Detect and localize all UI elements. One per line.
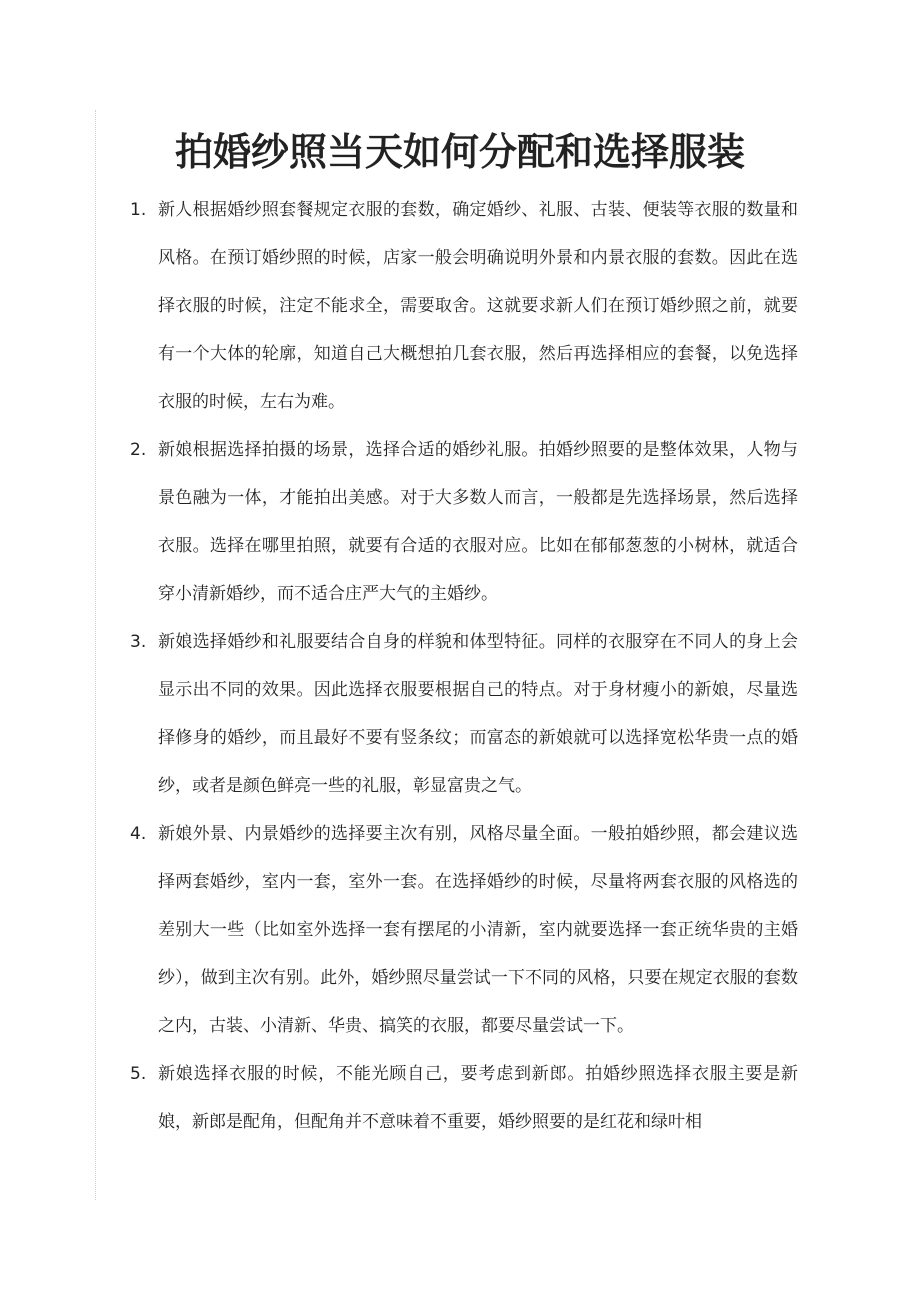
document-title: 拍婚纱照当天如何分配和选择服装 (174, 130, 745, 174)
list-item-text: 新娘外景、内景婚纱的选择要主次有别，风格尽量全面。一般拍婚纱照，都会建议选择两套婚纱，室内一套，室外一套。在选择婚纱的时候，尽量将两套衣服的风格选的差别大一些（比如室外选择一套有摆尾的小清新，室内就要选择一套正统华贵的主婚纱），做到主次有别。此外，婚纱照尽量尝试一下不同的风格，只要在规定衣服的套数之内，古装、小清新、华贵、搞笑的衣服，都要尽量尝试一下。 (158, 824, 798, 1036)
list-item-number: 5. (130, 1064, 147, 1084)
list-item (0, 186, 920, 426)
list-item (0, 426, 920, 618)
list-item-text: 新娘选择婚纱和礼服要结合自身的样貌和体型特征。同样的衣服穿在不同人的身上会显示出不同的效果。因此选择衣服要根据自己的特点。对于身材瘦小的新娘，尽量选择修身的婚纱，而且最好不要有竖条纹；而富态的新娘就可以选择宽松华贵一点的婚纱，或者是颜色鲜亮一些的礼服，彰显富贵之气。 (158, 632, 798, 796)
list-item (0, 810, 920, 1050)
list-item-text: 新娘选择衣服的时候，不能光顾自己，要考虑到新郎。拍婚纱照选择衣服主要是新娘，新郎是配角，但配角并不意味着不重要，婚纱照要的是红花和绿叶相 (158, 1064, 798, 1132)
list-item (0, 618, 920, 810)
list-item-text: 新娘根据选择拍摄的场景，选择合适的婚纱礼服。拍婚纱照要的是整体效果，人物与景色融为一体，才能拍出美感。对于大多数人而言，一般都是先选择场景，然后选择衣服。选择在哪里拍照，就要有合适的衣服对应。比如在郁郁葱葱的小树林，就适合穿小清新婚纱，而不适合庄严大气的主婚纱。 (158, 440, 798, 604)
list-item (0, 1050, 920, 1146)
list-item-number: 3. (130, 632, 147, 652)
list-item-text: 新人根据婚纱照套餐规定衣服的套数，确定婚纱、礼服、古装、便装等衣服的数量和风格。在预订婚纱照的时候，店家一般会明确说明外景和内景衣服的套数。因此在选择衣服的时候，注定不能求全，需要取舍。这就要求新人们在预订婚纱照之前，就要有一个大体的轮廓，知道自己大概想拍几套衣服，然后再选择相应的套餐，以免选择衣服的时候，左右为难。 (158, 200, 798, 412)
list-item-number: 2. (130, 440, 147, 460)
numbered-list (0, 186, 920, 1146)
list-item-number: 1. (130, 200, 147, 220)
list-item-number: 4. (130, 824, 147, 844)
